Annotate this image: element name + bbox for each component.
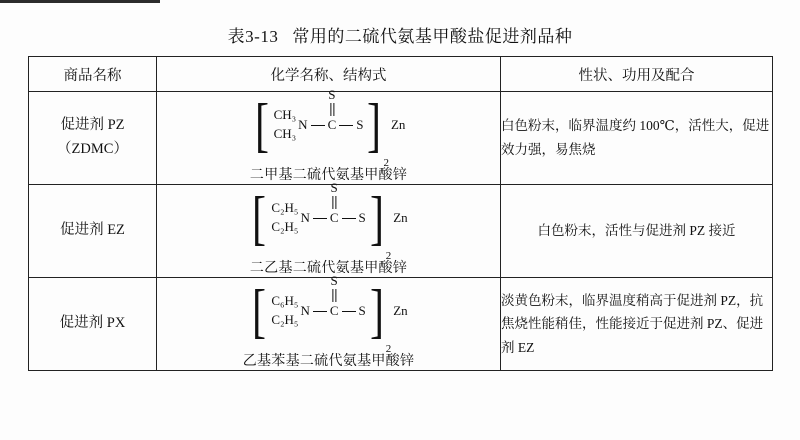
right-bracket-icon: ] [369,185,384,251]
group-bottom: C₂H₅ [271,312,299,327]
right-bracket-group [367,185,392,262]
structure-wrapper [157,180,500,277]
alkyl-groups [271,292,298,330]
nitrogen-atom: N [300,210,310,225]
column-header-name: 商品名称 [29,57,157,92]
product-name-cell [29,278,157,371]
alkyl-groups [271,199,298,237]
properties-cell: 白色粉末，活性与促进剂 PZ 接近 [501,185,773,278]
sulfur-label-top: S [330,180,338,195]
chemical-formula [249,273,408,355]
sulfur-double-bonded [328,87,335,116]
structure-cell [157,87,501,185]
left-bracket-icon: [ [252,278,267,344]
product-name-line2: （ZDMC） [57,141,128,157]
product-name-line1: 促进剂 PX [59,315,126,332]
structure-wrapper [157,87,500,184]
group-top: C₂H₅ [271,200,299,216]
bond-chain [297,87,364,133]
right-bracket-icon: ] [367,92,382,158]
structure-cell [157,273,501,371]
double-bond-vertical-icon [332,196,336,209]
carbon-center [327,87,338,133]
product-name-cell [29,92,157,185]
chemical-name: 二甲基二硫代氨基甲酸锌 [249,168,408,183]
alkyl-groups [274,106,297,144]
table-caption [0,22,800,47]
column-header-properties: 性状、功用及配合 [501,57,773,92]
product-name-cell [29,185,157,278]
bond-chain [299,273,366,319]
chemical-formula [252,87,406,169]
bracket-subscript: 2 [385,343,392,355]
right-bracket-icon: ] [369,278,384,344]
right-bracket-group [364,92,389,169]
table-header [29,57,773,92]
chemical-name: 二乙基二硫代氨基甲酸锌 [249,261,408,276]
properties-cell: 淡黄色粉末，临界温度稍高于促进剂 PZ，抗焦烧性能稍佳，性能接近于促进剂 PZ、促进剂 EZ [501,278,773,371]
bracket-subscript: 2 [385,250,392,262]
chemical-formula [249,180,408,262]
nitrogen-atom: N [298,117,308,132]
carbon-center [329,273,340,319]
group-bottom: C₂H₅ [271,219,299,234]
double-bond-vertical-icon [332,289,336,302]
bond-single-n-c [313,218,327,219]
table-header-row [29,57,773,92]
table-row [29,278,773,371]
group-bottom: CH₃ [273,126,297,141]
sulfur-label-top: S [328,87,336,102]
carbon-atom: C [329,210,339,225]
table-number: 表3-13 [227,27,279,46]
double-bond-vertical-icon [330,103,334,116]
accelerator-table [28,56,773,371]
column-header-structure: 化学名称、结构式 [157,57,501,92]
properties-cell: 白色粉末，临界温度约 100℃，活性大，促进效力强，易焦烧 [501,92,773,185]
carbon-atom: C [329,303,339,318]
chemical-name: 乙基苯基二硫代氨基甲酸锌 [242,354,415,369]
carbon-center [329,180,340,226]
right-bracket-group [367,278,392,355]
table-row [29,92,773,185]
left-bracket-icon: [ [254,92,269,158]
product-name-line1: 促进剂 EZ [60,222,125,239]
table-row [29,185,773,278]
sulfur-double-bonded [331,273,338,302]
group-top: CH₃ [273,107,297,123]
table-body [29,87,773,371]
sulfur-atom: S [358,303,366,318]
group-top: C₆H₅ [271,293,299,309]
structure-cell [157,180,501,278]
sulfur-atom: S [358,210,366,225]
bracket-subscript: 2 [383,157,389,169]
top-rule-decoration [0,0,160,3]
bond-chain [299,180,366,226]
structure-wrapper [157,273,500,370]
metal-atom: Zn [393,210,408,225]
metal-atom: Zn [393,303,408,318]
sulfur-double-bonded [331,180,338,209]
sulfur-atom: S [356,117,364,132]
table-caption-text: 常用的二硫代氨基甲酸盐促进剂品种 [292,27,573,46]
metal-atom: Zn [390,117,406,132]
nitrogen-atom: N [300,303,310,318]
bond-single-c-s [342,311,356,312]
left-bracket-icon: [ [252,185,267,251]
bond-single-c-s [339,125,353,126]
product-name-line1: 促进剂 PZ [60,117,125,134]
bond-single-n-c [313,311,327,312]
bond-single-n-c [311,125,325,126]
bond-single-c-s [342,218,356,219]
sulfur-label-top: S [330,273,338,288]
carbon-atom: C [327,117,337,132]
